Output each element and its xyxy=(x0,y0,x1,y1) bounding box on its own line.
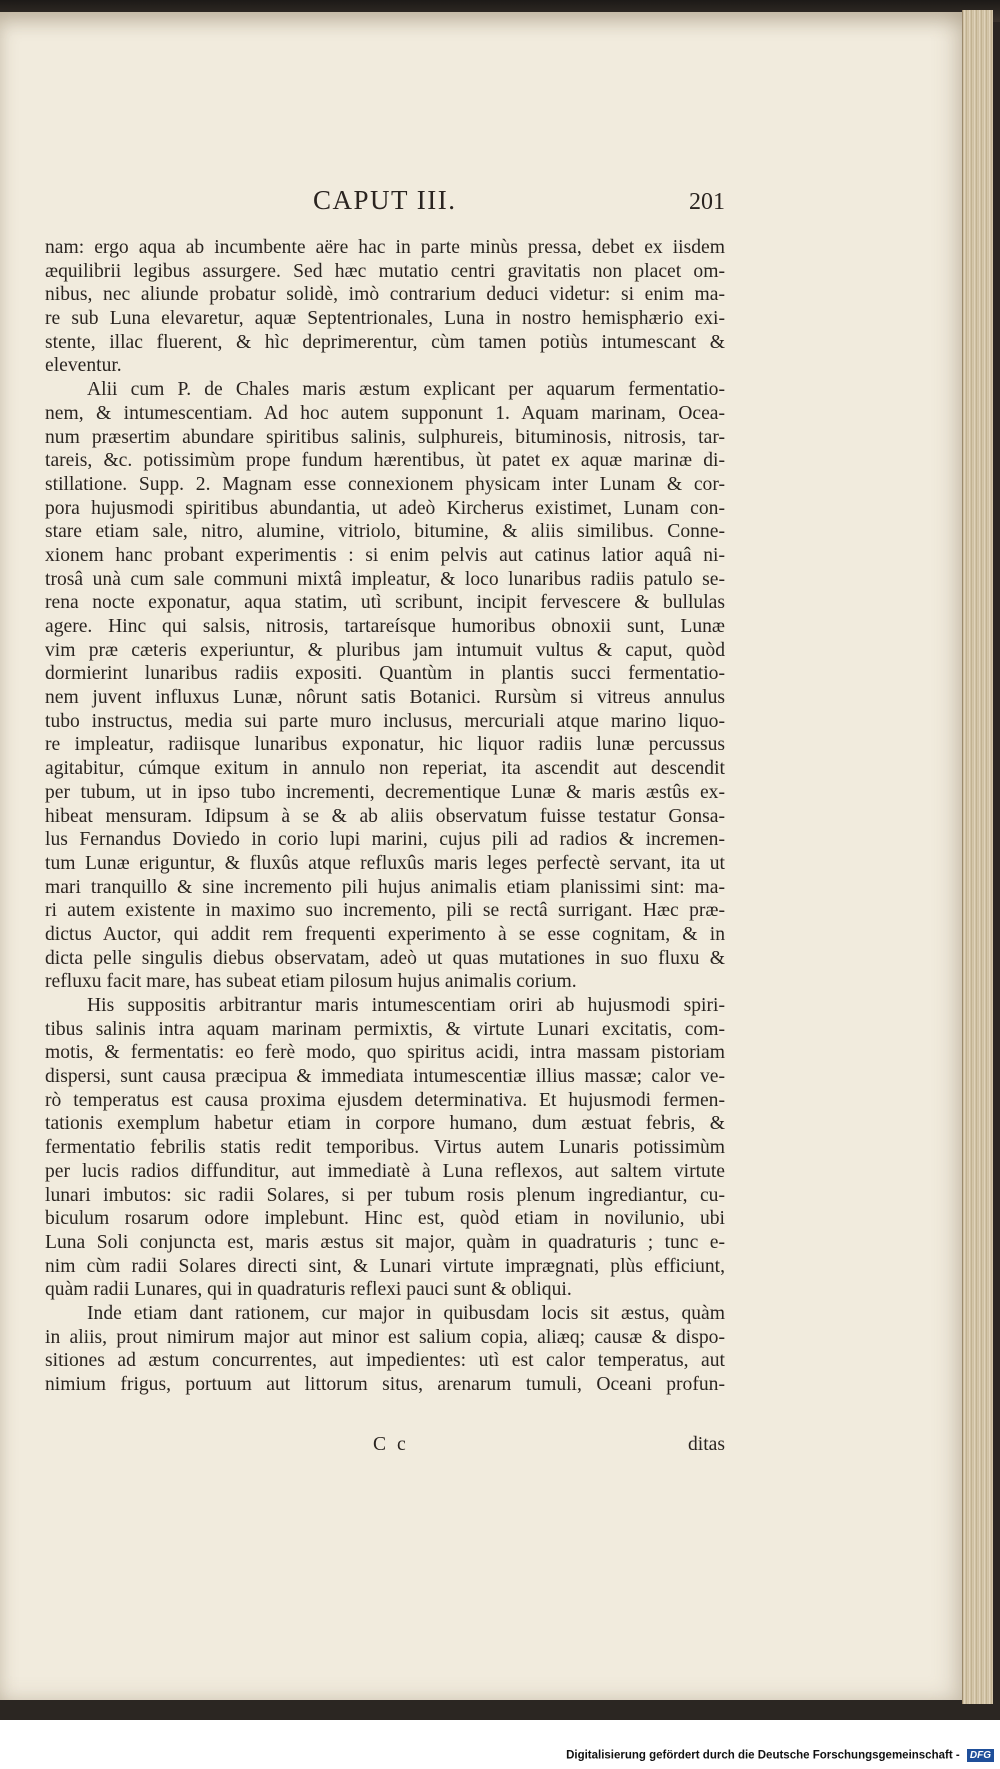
page-footer xyxy=(45,1434,725,1460)
body-text xyxy=(45,236,725,1397)
text-line: fermentatio febrilis statis redit temporibus. Virtus autem Lunaris potissimùm xyxy=(45,1137,725,1159)
page-edges xyxy=(962,10,993,1704)
text-line: vim præ cæteris experiuntur, & pluribus jam intumuit vultus & caput, quòd xyxy=(45,639,725,661)
text-line: lunari imbutos: sic radii Solares, si per tubum rosis plenum ingrediantur, cu- xyxy=(45,1184,725,1206)
text-line: agere. Hinc qui salsis, nitrosis, tartareísque humoribus obnoxii sunt, Lunæ xyxy=(45,616,725,637)
text-line: per tubum, ut in ipso tubo incrementi, decrementique Lunæ & maris æstûs ex- xyxy=(45,781,725,803)
text-line: per lucis radios diffunditur, aut immediatè à Luna reflexos, aut saltem virtute xyxy=(45,1160,725,1182)
text-line: dispersi, sunt causa præcipua & immediata intumescentiæ illius massæ; calor ve- xyxy=(45,1066,725,1088)
text-line: lus Fernandus Doviedo in corio lupi marini, cujus pili ad radios & incremen- xyxy=(45,829,725,851)
text-line: dormierint lunaribus radiis expositi. Quantùm in plantis succi fermentatio- xyxy=(45,663,725,685)
text-line: motis, & fermentatis: eo ferè modo, quo spiritus acidi, intra massam pistoriam xyxy=(45,1042,725,1064)
text-line: hibeat mensuram. Idipsum à se & ab aliis observatum fuisse testatur Gonsa- xyxy=(45,805,725,827)
text-line: His suppositis arbitrantur maris intumescentiam oriri ab hujusmodi spiri- xyxy=(87,995,725,1016)
text-line: rò temperatus est causa proxima ejusdem determinativa. Et hujusmodi fermen- xyxy=(45,1089,725,1111)
text-line: in aliis, prout nimirum major aut minor est salium copia, aliæq; causæ & dispo- xyxy=(45,1326,725,1348)
text-line: stente, illac fluerent, & hìc deprimerentur, cùm tamen potiùs intumescant & xyxy=(45,331,725,353)
text-line: num præsertim abundare spiritibus salinis, sulphureis, bituminosis, nitrosis, tar- xyxy=(45,426,725,448)
text-line: æquilibrii legibus assurgere. Sed hæc mutatio centri gravitatis non placet om- xyxy=(45,260,725,282)
text-line: stare etiam sale, nitro, alumine, vitriolo, bitumine, & aliis similibus. Conne- xyxy=(45,521,725,543)
text-line: Inde etiam dant rationem, cur major in quibusdam locis sit æstus, quàm xyxy=(87,1302,725,1324)
text-line: pora hujusmodi spiritibus abundantia, ut adeò Kircherus existimet, Lunam con- xyxy=(45,497,725,519)
running-head: CAPUT III. xyxy=(313,185,457,215)
signature-mark: C c xyxy=(373,1434,409,1455)
dfg-logo: DFG xyxy=(967,1749,994,1762)
text-line: nem juvent influxus Lunæ, nôrunt satis Botanici. Rursùm si vitreus annulus xyxy=(45,687,725,709)
text-line: dicta pelle singulis diebus observatam, adeò ut quas mutationes in suo fluxu & xyxy=(45,947,725,969)
text-line: refluxu facit mare, has subeat etiam pilosum hujus animalis corium. xyxy=(45,971,577,993)
text-line: stillatione. Supp. 2. Magnam esse connexionem physicam inter Lunam & cor- xyxy=(45,473,725,495)
text-line: mari tranquillo & sine incremento pili hujus animalis etiam planissimi sint: ma- xyxy=(45,876,725,898)
text-line: Luna Soli conjuncta est, maris æstus sit major, quàm in quadraturis ; tunc e- xyxy=(45,1231,725,1253)
text-line: tibus salinis intra aquam marinam permixtis, & virtute Lunari excitatis, com- xyxy=(45,1018,725,1040)
text-line: Alii cum P. de Chales maris æstum explicant per aquarum fermentatio- xyxy=(87,379,725,401)
text-line: tationis exemplum habetur etiam in corpore humano, dum æstuat febris, & xyxy=(45,1113,725,1135)
text-line: agitabitur, cúmque exitum in annulo non reperiat, ita ascendit aut descendit xyxy=(45,758,725,780)
page-number: 201 xyxy=(689,189,725,215)
text-line: nem, & intumescentiam. Ad hoc autem supponunt 1. Aquam marinam, Ocea- xyxy=(45,402,725,424)
text-line: quàm radii Lunares, qui in quadraturis reflexi pauci sunt & obliqui. xyxy=(45,1279,572,1301)
text-line: dictus Auctor, qui addit rem frequenti experimento à se esse cognitam, & in xyxy=(45,923,725,945)
text-line: nim cùm radii Solares directi sint, & Lunari virtute imprægnati, plùs efficiunt, xyxy=(45,1255,725,1277)
text-line: trosâ unà cum sale communi mixtâ impleatur, & loco lunaribus radiis patulo se- xyxy=(45,568,725,590)
text-line: sitiones ad æstum concurrentes, aut impedientes: utì est calor temperatus, aut xyxy=(45,1350,725,1372)
catchword: ditas xyxy=(687,1434,725,1455)
text-line: tubo instructus, media sui parte muro inclusus, mercuriali atque marino liquo- xyxy=(45,710,725,732)
text-line: biculum rosarum odore implebunt. Hinc est, quòd etiam in novilunio, ubi xyxy=(45,1208,725,1230)
text-line: nam: ergo aqua ab incumbente aëre hac in parte minùs pressa, debet ex iisdem xyxy=(45,237,725,258)
text-line: tareis, &c. potissimùm prope fundum hærentibus, ùt patet ex aquæ marinæ di- xyxy=(45,450,725,472)
banner-text: Digitalisierung gefördert durch die Deutsche Forschungsgemeinschaft - xyxy=(566,1749,960,1762)
text-line: re impleatur, radiisque lunaribus exponatur, hic liquor radiis lunæ percussus xyxy=(45,734,725,756)
funding-banner xyxy=(566,1749,994,1762)
page-header xyxy=(45,185,725,225)
text-line: tum Lunæ eriguntur, & fluxûs atque refluxûs maris leges perfectè servant, ita ut xyxy=(45,852,725,874)
text-line: ri autem existente in maximo suo incremento, pili se rectâ surrigant. Hæc præ- xyxy=(45,900,725,922)
text-line: re sub Luna elevaretur, aquæ Septentrionales, Luna in nostro hemisphærio exi- xyxy=(45,308,725,330)
text-line: eleventur. xyxy=(45,355,122,377)
text-line: nibus, nec aliunde probatur solidè, imò contrarium deduci videtur: si enim ma- xyxy=(45,284,725,306)
text-line: rena nocte exponatur, aqua statim, utì scribunt, incipit fervescere & bullulas xyxy=(45,592,725,614)
text-line: xionem hanc probant experimentis : si enim pelvis aut catinus latior aquâ ni- xyxy=(45,544,725,566)
text-line: nimium frigus, portuum aut littorum situs, arenarum tumuli, Oceani profun- xyxy=(45,1374,725,1395)
